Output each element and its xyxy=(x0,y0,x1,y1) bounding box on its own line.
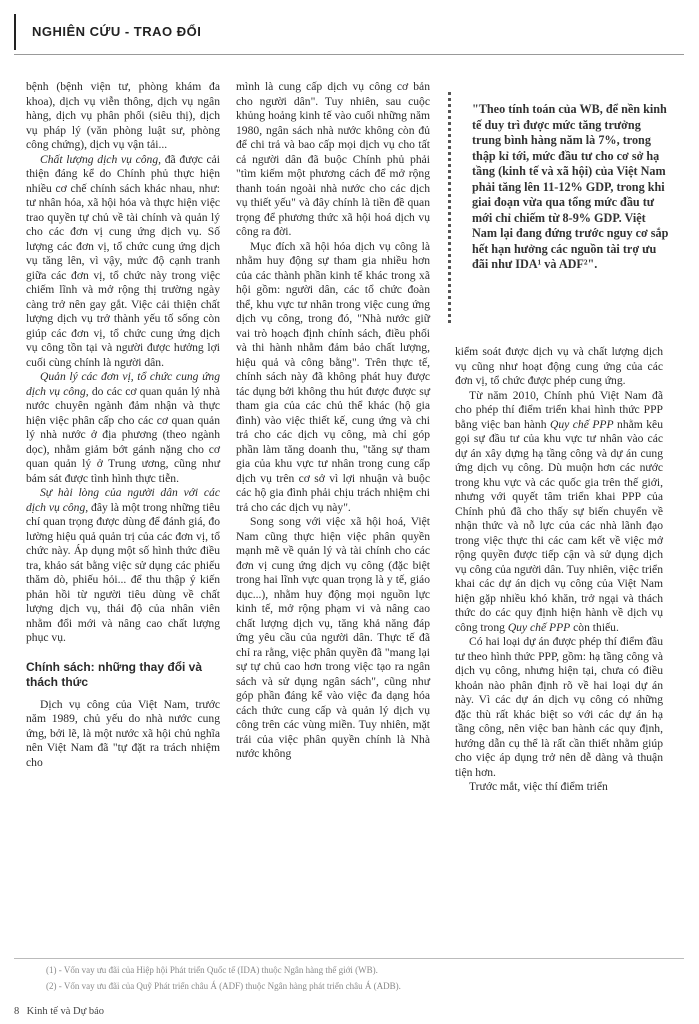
emphasis: Sự hài lòng của người dân với các dịch vụ công, xyxy=(26,486,220,514)
paragraph: kiểm soát được dịch vụ và chất lượng dịch vụ cũng như hoạt động cung ứng của các đơn vị, tổ chức được phép cung ứng. xyxy=(455,345,663,387)
footnote-2: (2) - Vốn vay ưu đãi của Quỹ Phát triển châu Á (ADF) thuộc Ngân hàng phát triển châu Á (ADB). xyxy=(46,981,401,991)
footnote-1: (1) - Vốn vay ưu đãi của Hiệp hội Phát triển Quốc tế (IDA) thuộc Ngân hàng thế giới (WB). xyxy=(46,965,378,975)
paragraph: Mục đích xã hội hóa dịch vụ công là nhằm huy động sự tham gia nhiều hơn của các thành phần kinh tế khác trong xã hội gồm: người dân, các tổ chức đoàn thể, khu vực tư nhân trong việc cung ứng dịch vụ công, trong đó, "Nhà nước giữ vai trò hoạch định chính sách, điều phối và thi hành nhằm đảm bảo chất lượng, hiệu quả và công bằng". Trên thực tế, chính sách này đã không phát huy được tác dụng bởi không thu hút được được sự tham gia của các chủ thể khác (hộ gia đình) vào việc thiết kế, cung ứng và chi trả cho các dịch vụ công, mà chỉ góp phần làm tăng doanh thu, "tăng sự tham gia của khu vực tư nhân trong cung cấp dịch vụ trên cơ sở vì lợi nhuận và buộc các hộ gia đình phải chịu trách nhiệm chi trả cho các dịch vụ này". xyxy=(236,239,430,514)
paragraph: bệnh (bệnh viện tư, phòng khám đa khoa), dịch vụ viễn thông, dịch vụ ngân hàng, dịch vụ phân phối (siêu thị), dịch vụ pháp lý (văn phòng luật sư, phòng công chứng), dịch vụ vận tải... xyxy=(26,80,220,151)
paragraph-text: nhằm kêu gọi sự đầu tư của khu vực tư nhân vào các dự án xây dựng hạ tầng công và dự án cung ứng dịch vụ công. Dù muộn hơn các nước trong khu vực và các quốc gia trên thế giới, nhưng với quyết tâm triển khai PPP của Chính phủ đã cho thấy sự biến chuyển về nhận thức và nỗ lực của các nhà lãnh đạo trong việc thực thi các cam kết về việc mở rộng quyền được tiếp cận và sử dụng dịch vụ công của người dân. Tuy nhiên, việc triển khai các dự án dịch vụ công của Việt Nam hiện gặp nhiều khó khăn, trở ngại và thách thức do các quy định hiện hành về dịch vụ công trong xyxy=(455,417,664,634)
emphasis: Quy chế PPP xyxy=(549,417,614,431)
text-column-2 xyxy=(236,80,430,952)
paragraph xyxy=(26,486,220,646)
paragraph-text: Từ năm 2010, Chính phủ Việt Nam đã cho phép thí điểm triển khai hình thức PPP bằng việc ban hành xyxy=(455,388,663,431)
subheading: Chính sách: những thay đổi và thách thức xyxy=(26,659,203,689)
emphasis: Quy chế PPP xyxy=(507,620,571,634)
paragraph-text: đã được cải thiện đáng kể do Chính phủ thực hiện nhiều cơ chế chính sách khác nhau, như: tư nhân hóa, xã hội hóa và thực hiện việc trao quyền tự chủ về tài chính và quản lý cho các đơn vị cung ứng dịch vụ. Số lượng các đơn vị, tổ chức cung ứng dịch vụ tăng lên, vì vậy, mức độ cạnh tranh giữa các đơn vị, tổ chức này trong việc chiếm lĩnh và mở rộng thị trường ngày càng trở nên gay gắt. Việc cải thiện chất lượng dịch vụ trở thành yếu tố sống còn giúp các đơn vị, tổ chức cung ứng dịch vụ công tồn tại và người được hưởng lợi cuối cùng chính là người dân. xyxy=(26,152,220,369)
section-title: NGHIÊN CỨU - TRAO ĐỔI xyxy=(32,24,202,39)
quote-bar xyxy=(448,92,451,324)
paragraph: Song song với việc xã hội hoá, Việt Nam cũng thực hiện việc phân quyền mạnh mẽ về quản lý và tài chính cho các đơn vị cung ứng dịch vụ công (đặc biệt trong hai lĩnh vực quan trọng là y tế, giáo dục...), nhằm huy động mọi nguồn lực kinh tế, mở rộng phạm vi và nâng cao chất lượng dịch vụ, tăng khả năng đáp ứng yêu cầu của người dân. Thực tế đã chỉ ra rằng, việc phân quyền đã "mang lại sự tự chủ cao hơn trong việc tạo ra ngân sách và sử dụng ngân sách", cũng như góp phần đáng kể vào việc đa dạng hóa cách thức cung cấp và quản lý dịch vụ công trên các vùng miền. Tuy nhiên, mặt trái của việc phân quyền chính là Nhà nước không xyxy=(236,515,430,760)
page-footer xyxy=(14,1006,104,1017)
paragraph xyxy=(26,153,220,371)
paragraph: Có hai loại dự án được phép thí điểm đầu tư theo hình thức PPP, gồm: hạ tầng công và dịch vụ công, nhưng hiện tại, chưa có điều khoản nào phân định rõ về hai loại dự án này. Vì các dự án dịch vụ công có những đặc thù rất khác biệt so với các dự án hạ tầng công, nên việc ban hành các quy định, hướng dẫn cụ thể là rất cần thiết nhằm giúp cho việc áp dụng trở nên dễ dàng và thuận tiện hơn. xyxy=(455,635,663,779)
page-header xyxy=(14,14,684,54)
paragraph xyxy=(455,389,663,636)
footnote-rule xyxy=(14,958,684,959)
quote-text: "Theo tính toán của WB, để nền kinh tế duy trì được mức tăng trưởng trung bình hàng năm là 7%, trong thập kỉ tới, mức đầu tư cho cơ sở hạ tầng (kinh tế và xã hội) của Việt Nam phải tăng lên 11-12% GDP, trong khi giai đoạn vừa qua tổng mức đầu tư mới chỉ chiếm từ 8-9% GDP. Việt Nam lại đang đứng trước nguy cơ sắp hết hạn hưởng các nguồn tài trợ ưu đãi như IDA¹ và ADF²". xyxy=(472,102,669,271)
paragraph: Dịch vụ công của Việt Nam, trước năm 1989, chủ yếu do nhà nước cung ứng, bởi lẽ, là một nước xã hội chủ nghĩa nên Việt Nam đã "tự đặt ra trách nhiệm cho xyxy=(26,697,220,769)
pull-quote xyxy=(448,86,678,332)
paragraph-text: đây là một trong những tiêu chí quan trọng được dùng để đánh giá, đo lường hiệu quả quản trị của các đơn vị, tổ chức này. Áp dụng một số hình thức điều tra, khảo sát bằng việc sử dụng các phiếu thăm dò, phiếu hỏi... để thu thập ý kiến phản hồi từ người tiêu dùng về chất lượng dịch vụ, thái độ của nhân viên nhằm đổi mới và nâng cao chất lượng phục vụ. xyxy=(26,500,221,644)
paragraph: Trước mắt, việc thí điểm triển xyxy=(469,780,608,793)
paragraph-text: do các cơ quan quản lý nhà nước chuyên ngành đảm nhận và thực hiện việc phân cấp cho các cơ quan quản lý nhà nước ở địa phương (theo ngành dọc), nhằm giảm bớt gánh nặng cho cơ quan quản lý ở Trung ương, cũng như bám sát được tình hình thực tiễn. xyxy=(26,384,220,485)
text-column-1 xyxy=(26,80,220,952)
page-number: 8 xyxy=(14,1006,20,1017)
header-rule xyxy=(14,54,684,55)
paragraph xyxy=(26,370,220,486)
paragraph-text: còn thiếu. xyxy=(570,620,619,634)
emphasis: Quản lý các đơn vị, tổ chức cung ứng dịch vụ công, xyxy=(26,370,220,398)
paragraph: mình là cung cấp dịch vụ công cơ bản cho người dân". Tuy nhiên, sau cuộc khủng hoảng kinh tế vào cuối những năm 1980, ngân sách nhà nước không còn đủ để chi trả và bao cấp mọi dịch vụ cho tất cả người dân đã buộc Chính phủ phải "tìm kiếm một phương cách để mở rộng thanh toán ngoài nhà nước cho các dịch vụ thiết yếu" và đây chính là tiền đề quan trọng để phương thức xã hội hoá dịch vụ công ra đời. xyxy=(236,80,430,238)
text-column-3 xyxy=(455,345,663,952)
journal-name: Kinh tế và Dự báo xyxy=(26,1006,105,1017)
emphasis: Chất lượng dịch vụ công, xyxy=(40,152,162,166)
header-bar xyxy=(14,14,16,50)
